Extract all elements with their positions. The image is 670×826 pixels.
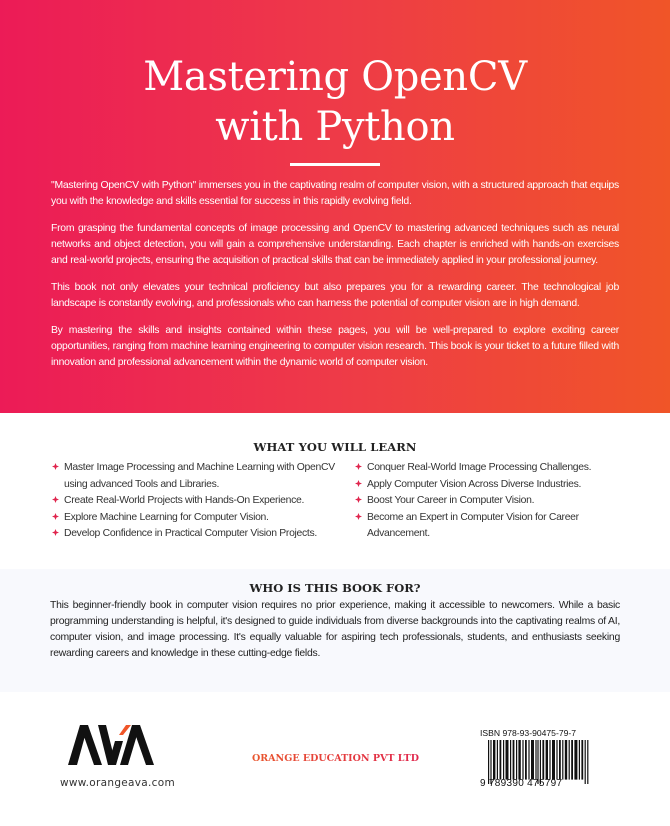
diamond-bullet-icon [355,496,362,503]
learn-item-text: Explore Machine Learning for Computer Vision. [64,511,269,523]
diamond-bullet-icon [52,496,59,503]
diamond-bullet-icon [52,463,59,470]
publisher-website: www.orangeava.com [59,777,176,789]
learn-list-left [50,460,350,543]
diamond-bullet-icon [52,513,59,520]
isbn-label: ISBN 978-93-90475-79-7 [480,728,577,738]
barcode-number: 9 789390 475797 [480,778,563,789]
book-title [0,52,670,152]
learn-item [50,493,350,510]
learn-item [50,526,350,543]
book-description [51,178,619,382]
ava-logo-icon [68,725,154,765]
diamond-bullet-icon [355,513,362,520]
learn-item-text: Become an Expert in Computer Vision for Career Advancement. [367,511,579,540]
learn-item-text: Develop Confidence in Practical Computer Vision Projects. [64,528,317,540]
diamond-bullet-icon [355,463,362,470]
description-paragraph: This book not only elevates your technical proficiency but also prepares you for a rewarding career. The technological job landscape is constantly evolving, and professionals who can harness the potential of computer vision are in high demand. [51,282,619,309]
learn-item [50,510,350,527]
learn-list-right [353,460,638,543]
description-paragraph: By mastering the skills and insights contained within these pages, you will be well-prepared to explore exciting career opportunities, ranging from machine learning engineering to computer vision research. This book is your ticket to a future filled with innovation and professional advancement within the dynamic world of computer vision. [51,325,619,368]
learn-item [50,460,350,493]
description-paragraph: From grasping the fundamental concepts of image processing and OpenCV to mastering advanced techniques such as neural networks and object detection, you will gain a comprehensive understanding. Each chapter is enriched with hands-on exercises and real-world projects, ensuring the acquisition of practical skills that can be immediately applied in your professional journey. [51,223,619,266]
learn-item-text: Create Real-World Projects with Hands-On Experience. [64,495,305,507]
learn-item [353,510,638,543]
diamond-bullet-icon [355,480,362,487]
learn-item-text: Master Image Processing and Machine Learning with OpenCV using advanced Tools and Libraries. [64,462,335,490]
title-line-1: Mastering OpenCV [143,54,527,100]
learn-section-title: WHAT YOU WILL LEARN [253,440,417,454]
learn-item [353,493,638,510]
title-line-2: with Python [215,104,455,150]
diamond-bullet-icon [52,529,59,536]
learn-item [353,477,638,494]
publisher-name: ORANGE EDUCATION PVT LTD [248,753,423,764]
title-divider [290,163,380,166]
learn-item-text: Conquer Real-World Image Processing Challenges. [367,462,592,473]
learn-item-text: Boost Your Career in Computer Vision. [367,495,535,507]
description-paragraph: "Mastering OpenCV with Python" immerses you in the captivating realm of computer vision, with a structured approach that equips you with the knowledge and skills essential for success in this rapidly evolving field. [51,180,619,207]
learn-item [353,460,638,477]
audience-description: This beginner-friendly book in computer vision requires no prior experience, making it accessible to newcomers. While a basic programming understanding is helpful, it's designed to guide individuals from diverse backgrounds into the captivating realms of AI, computer vision, and image processing. It's equally valuable for aspiring tech professionals, students, and enthusiasts seeking rewarding careers and knowledge in these cutting-edge fields. [50,600,620,659]
learn-item-text: Apply Computer Vision Across Diverse Industries. [367,478,582,490]
audience-section-title: WHO IS THIS BOOK FOR? [249,581,421,595]
